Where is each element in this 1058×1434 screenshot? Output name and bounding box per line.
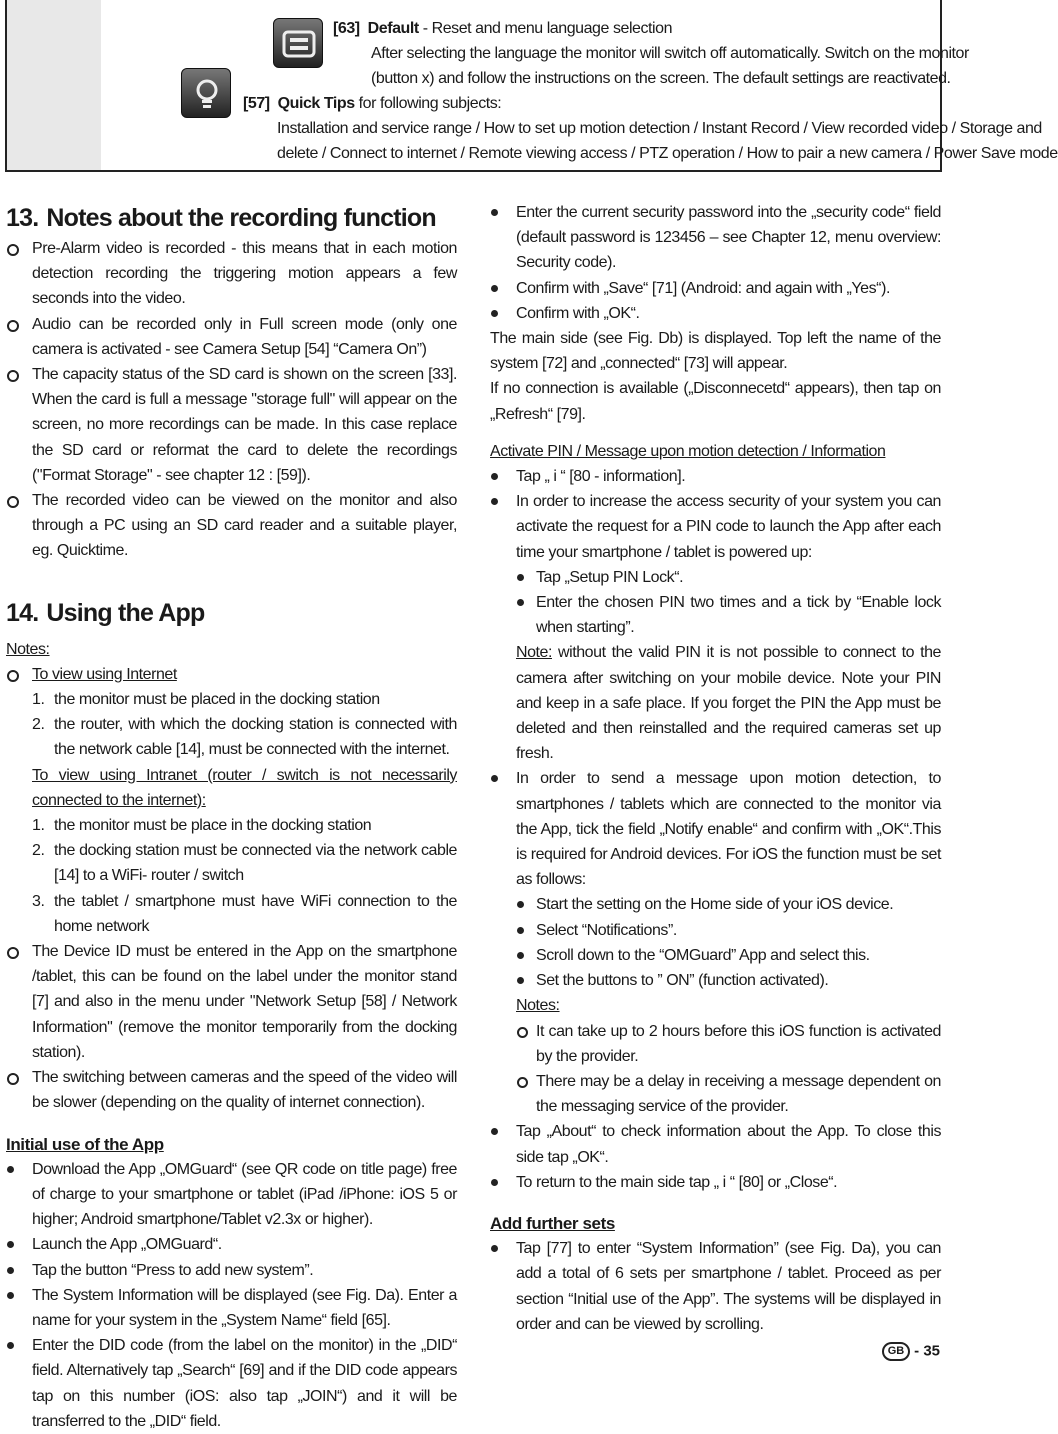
default-desc: - Reset and menu language selection <box>418 20 673 37</box>
section-13-number: 13. <box>6 204 39 232</box>
list-item: Scroll down to the “OMGuard” App and select this. <box>516 943 941 968</box>
list-item: Enter the current security password into the „security code“ field (default password is 123456 – see Chapter 12, menu overview: Security code). <box>490 200 941 276</box>
list-item: In order to increase the access security of your system you can activate the request for a PIN code to launch the App after each time your smartphone / tablet is powered up: Tap „Setup PIN Lock“. Enter the chosen PIN two times and a tick by “Enable lock when starting”. Note: without the valid PIN it is not possible to connect to the camera after switching on your mobile device. Note your PIN and keep in a safe place. If you forget the PIN the App must be deleted and then reinstalled and the required cameras set up fresh. <box>490 489 941 766</box>
default-code: [63] <box>333 20 360 37</box>
pin-list <box>490 464 941 1195</box>
default-title: Default <box>367 20 419 37</box>
list-item: 2. the router, with which the docking station is connected with the network cable [14], must be connected with the internet. <box>32 716 457 759</box>
list-item: There may be a delay in receiving a message dependent on the messaging service of the provider. <box>516 1069 941 1119</box>
list-item: Enter the DID code (from the label on the monitor) in the „DID“ field. Alternatively tap „Search“ [69] and if the DID code appears tap on this number (iOS: also tap „JOIN“) and it will be transferred to the „DID“ field. <box>6 1333 457 1434</box>
tips-code: [57] <box>243 95 270 112</box>
page-number: - 35 <box>909 1342 940 1360</box>
list-item: 2. the docking station must be connected via the network cable [14] to a WiFi- router / switch <box>32 842 457 885</box>
language-badge: GB <box>882 1342 910 1361</box>
list-item: Select “Notifications”. <box>516 918 941 943</box>
list-item: Tap [77] to enter “System Information” (see Fig. Da), you can add a total of 6 sets per smartphone / tablet. Proceed as per section “Initial use of the App”. The systems will be displayed in order and can be viewed by scrolling. <box>490 1236 941 1337</box>
list-item: Tap „Setup PIN Lock“. <box>516 565 941 590</box>
list-item: Launch the App „OMGuard“. <box>6 1232 457 1257</box>
tips-line-2: delete / Connect to internet / Remote viewing access / PTZ operation / How to pair a new camera / Power Save mode <box>277 145 1058 162</box>
page-footer <box>882 1342 940 1361</box>
tips-desc: for following subjects: <box>354 95 502 112</box>
list-item: Pre-Alarm video is recorded - this means that in each motion detection recording the triggering motion appears a few seconds into the video. <box>6 236 457 312</box>
list-item <box>6 662 457 939</box>
notes-label: Notes: <box>6 640 50 658</box>
initial-use-heading: Initial use of the App <box>6 1134 164 1154</box>
main-side-paragraph: The main side (see Fig. Db) is displayed. Top left the name of the system [72] and „connected“ [73] will appear. <box>490 330 941 373</box>
lightbulb-icon <box>181 68 231 118</box>
list-item: Enter the chosen PIN two times and a tick by “Enable lock when starting”. <box>516 590 941 640</box>
intranet-steps <box>32 813 457 939</box>
default-line-2: (button x) and follow the instructions on the screen. The default settings are reactivated. <box>371 70 951 87</box>
right-column <box>490 200 941 1337</box>
section-14-title: Using the App <box>46 598 205 627</box>
list-item: In order to send a message upon motion detection, to smartphones / tablets which are connected to the monitor via the App, tick the field „Notify enable“ and confirm with „OK“.This is required for Android devices. For iOS the function must be set as follows: Start the setting on the Home side of your iOS device. Select “Notifications”. Scroll down to the “OMGuard” App and select this. Set the buttons to ” ON” (function activated). Notes: It can take up to 2 hours before this iOS function is activated by the provider. There may be a delay in receiving a message dependent on the messaging service of the provider. <box>490 766 941 1119</box>
list-item: To return to the main side tap „ i “ [80] or „Close“. <box>490 1170 941 1195</box>
list-item: The switching between cameras and the speed of the video will be slower (depending on the quality of internet connection). <box>6 1065 457 1115</box>
setup-list <box>490 200 941 326</box>
list-item: Download the App „OMGuard“ (see QR code on title page) free of charge to your smartphone or tablet (iPad /iPhone: iOS 5 or higher; Android smartphone/Tablet v2.3x or higher). <box>6 1157 457 1233</box>
intranet-label: To view using Intranet (router / switch is not necessarily connected to the internet): <box>32 766 457 809</box>
list-item: The capacity status of the SD card is shown on the screen [33]. When the card is full a message "storage full" will appear on the screen, no more recordings can be made. In this case replace the SD card or reformat the card to delete the recordings ("Format Storage" - see chapter 12 : [59]). <box>6 362 457 488</box>
app-notes-list <box>6 662 457 1116</box>
recording-notes-list <box>6 236 457 564</box>
initial-use-list <box>6 1157 457 1434</box>
no-connection-paragraph: If no connection is available („Disconnecetd“ appears), then tap on „Refresh“ [79]. <box>490 380 941 423</box>
pin-note: Note: without the valid PIN it is not possible to connect to the camera after switching on your mobile device. Note your PIN and keep in a safe place. If you forget the PIN the App must be deleted and then reinstalled and the required cameras set up fresh. <box>516 644 941 763</box>
left-column <box>6 200 457 1434</box>
default-line-1: After selecting the language the monitor will switch off automatically. Switch on the monitor <box>371 45 969 62</box>
list-item: The Device ID must be entered in the App on the smartphone /tablet, this can be found on the label under the monitor stand [7] and also in the menu under "Network Setup [58] / Network Information" (remove the monitor temporarily from the docking station). <box>6 939 457 1065</box>
box-shade <box>7 0 101 170</box>
tips-title: Quick Tips <box>277 95 355 112</box>
list-item: 3. the tablet / smartphone must have WiFi connection to the home network <box>32 892 457 935</box>
pin-steps <box>516 565 941 641</box>
list-item: 1. the monitor must be placed in the docking station <box>32 691 380 709</box>
default-reset-icon <box>273 18 323 68</box>
internet-label: To view using Internet <box>32 665 177 683</box>
section-14-number: 14. <box>6 598 39 627</box>
list-item: Tap „About“ to check information about the App. To close this side tap „OK“. <box>490 1119 941 1169</box>
add-sets-list <box>490 1236 941 1337</box>
list-item: It can take up to 2 hours before this iOS function is activated by the provider. <box>516 1019 941 1069</box>
section-13-heading <box>6 200 457 236</box>
ios-notes <box>516 1019 941 1120</box>
tips-heading <box>243 95 501 113</box>
default-heading <box>333 20 672 38</box>
list-item: The System Information will be displayed (see Fig. Da). Enter a name for your system in the „System Name“ field [65]. <box>6 1283 457 1333</box>
ios-steps <box>516 892 941 993</box>
list-item: Set the buttons to ” ON” (function activated). <box>516 968 941 993</box>
list-item: The recorded video can be viewed on the monitor and also through a PC using an SD card reader and a suitable player, eg. Quicktime. <box>6 488 457 564</box>
ios-notes-label: Notes: <box>516 997 560 1015</box>
section-14-heading <box>6 595 457 631</box>
activate-pin-label: Activate PIN / Message upon motion detection / Information <box>490 442 886 460</box>
list-item: Confirm with „OK“. <box>490 301 941 326</box>
list-item: 1. the monitor must be place in the docking station <box>32 817 372 835</box>
list-item: Audio can be recorded only in Full screen mode (only one camera is activated - see Camera Setup [54] “Camera On”) <box>6 312 457 362</box>
internet-steps <box>32 687 457 763</box>
list-item: Tap „ i “ [80 - information]. <box>490 464 941 489</box>
list-item: Start the setting on the Home side of your iOS device. <box>516 892 941 917</box>
list-item: Confirm with „Save“ [71] (Android: and again with „Yes“). <box>490 276 941 301</box>
list-item: Tap the button “Press to add new system”. <box>6 1258 457 1283</box>
tips-line-1: Installation and service range / How to set up motion detection / Instant Record / View recorded video / Storage and <box>277 120 1042 137</box>
section-13-title: Notes about the recording function <box>46 204 436 232</box>
add-sets-heading: Add further sets <box>490 1213 615 1233</box>
